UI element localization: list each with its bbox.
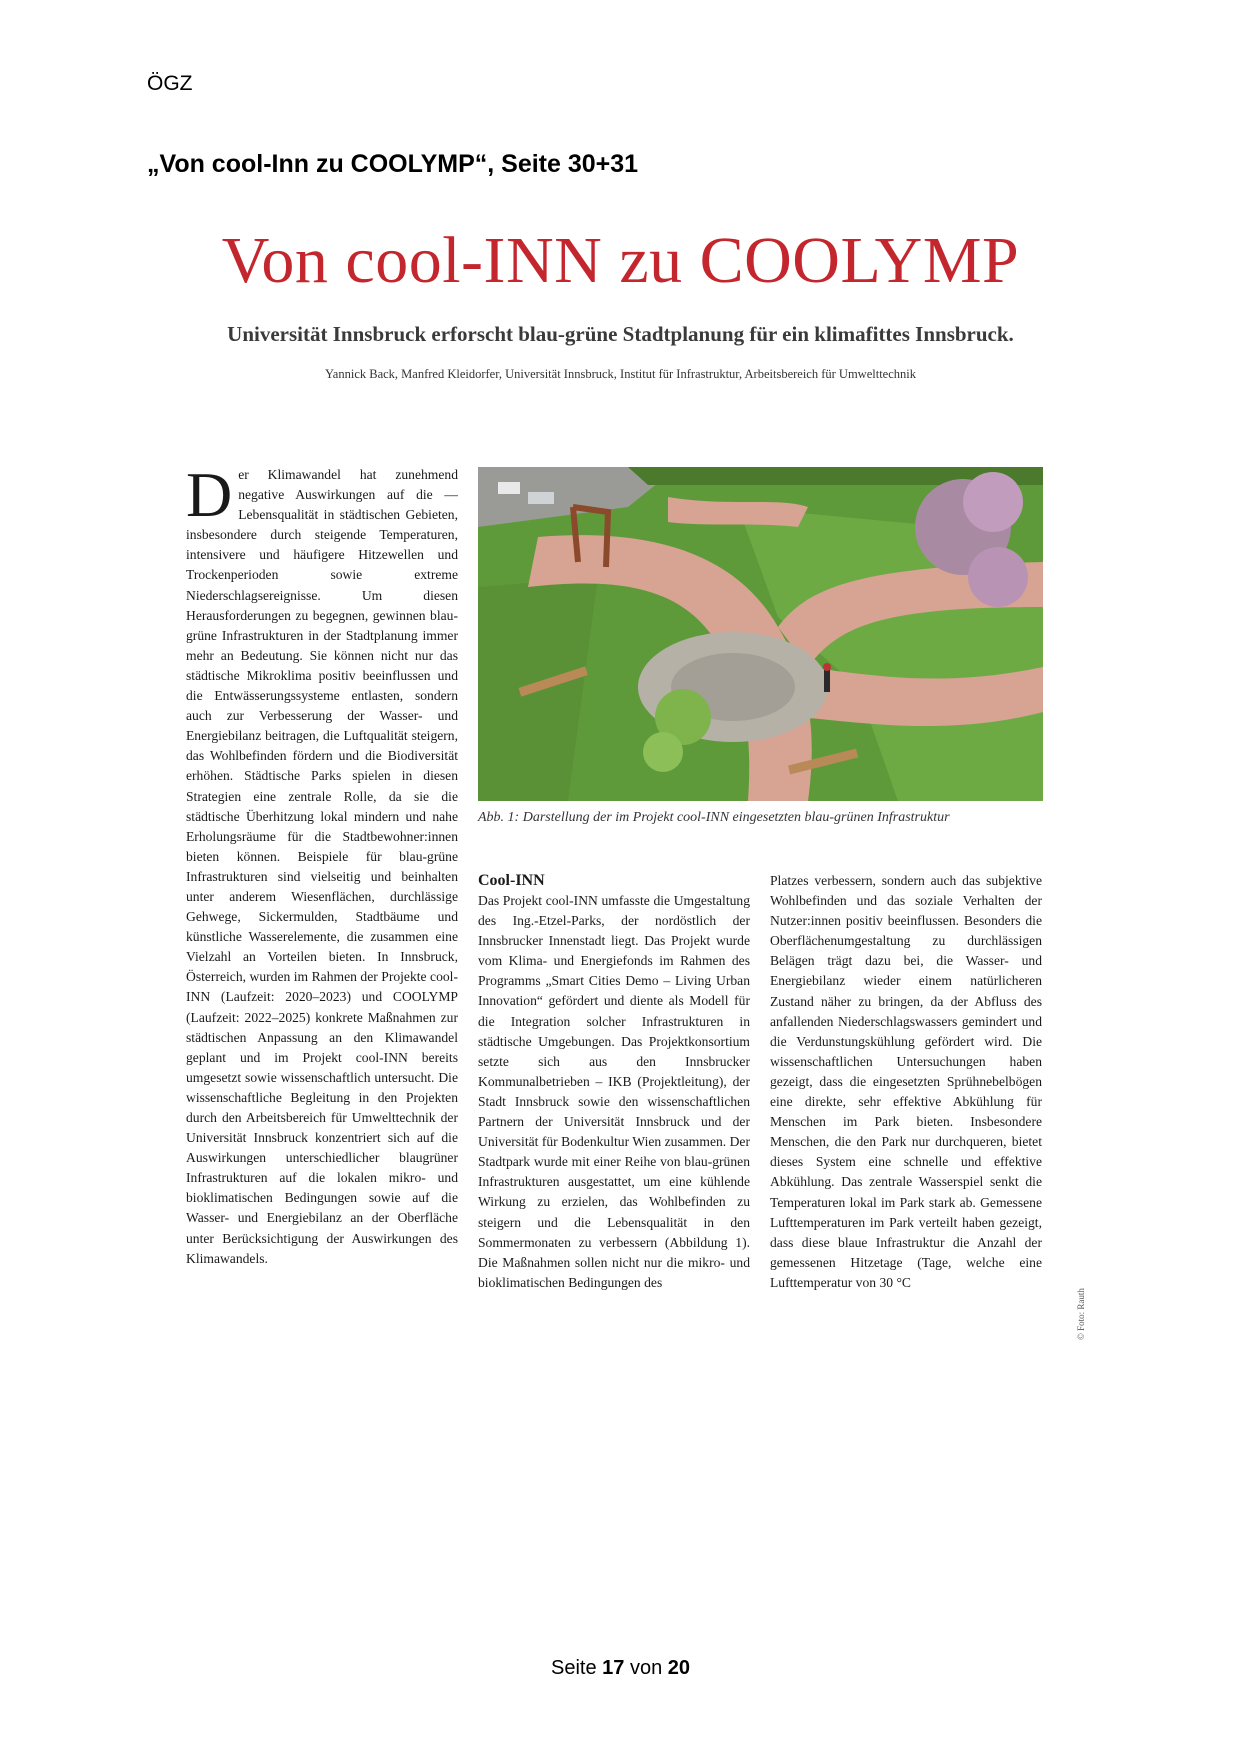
article-column-1 [186, 459, 458, 1269]
photo-credit: © Foto: Rauth [1076, 1288, 1086, 1340]
col2-paragraph: Das Projekt cool-INN umfasste die Umgestaltung des Ing.-Etzel-Parks, der nordöstlich der Innsbrucker Innenstadt liegt. Das Projekt wurde vom Klima- und Energiefonds im Rahmen des Programms „Smart Cities Demo – Living Urban Innovation“ gefördert und diente als Modell für die Integration solcher Infrastrukturen in städtische Umgebungen. Das Projektkonsortium setzte sich aus den Innsbrucker Kommunalbetrieben – IKB (Projektleitung), der Stadt Innsbruck sowie den wissenschaftlichen Partnern der Universität Innsbruck und der Universität für Bodenkultur Wien zusammen. Der Stadtpark wurde mit einer Reihe von blau-grünen Infrastrukturen ausgestattet, um eine kühlende Wirkung zu erzielen, das Wohlbefinden zu steigern und die Lebensqualität in den Sommermonaten zu verbessern (Abbildung 1). Die Maßnahmen sollen nicht nur die mikro- und bioklimatischen Bedingungen des [478, 893, 750, 1290]
current-page: 17 [602, 1657, 625, 1679]
article-title: Von cool-INN zu COOLYMP [221, 224, 1020, 297]
figure-caption: Abb. 1: Darstellung der im Projekt cool-INN eingesetzten blau-grünen Infrastruktur [478, 810, 950, 825]
article-lead: Universität Innsbruck erforscht blau-grüne Stadtplanung für ein klimafittes Innsbruck. [227, 322, 1014, 346]
document-subtitle: „Von cool-Inn zu COOLYMP“, Seite 30+31 [147, 150, 639, 178]
intro-paragraph: er Klimawandel hat zunehmend negative Auswirkungen auf die — Lebensqualität in städtischen Gebieten, insbesondere durch steigende Temperaturen, intensivere und häufigere Hitzewellen und Trockenperioden sowie extreme Niederschlagsereignisse. Um diesen Herausforderungen zu begegnen, gewinnen blau-grüne Infrastrukturen in der Stadtplanung immer mehr an Bedeutung. Sie können nicht nur das städtische Mikroklima positiv beeinflussen und die Entwässerungssysteme entlasten, sondern auch zur Verbesserung der Wasser- und Energiebilanz beitragen, die Luftqualität steigern, das Wohlbefinden fördern und die Biodiversität erhöhen. Städtische Parks spielen in diesen Strategien eine zentrale Rolle, da sie die städtische Überhitzung lokal mindern und nahe Erholungsräume für die Stadtbewohner:innen bieten können. Beispiele für blau-grüne Infrastrukturen sind vielseitig und beinhalten unter anderem Wiesenflächen, durchlässige Gehwege, Sickermulden, Stadtbäume und künstliche Wasserelemente, die zusammen eine Vielzahl an Vorteilen bieten. In Innsbruck, Österreich, wurden im Rahmen der Projekte cool-INN (Laufzeit: 2020–2023) und COOLYMP (Laufzeit: 2022–2025) konkrete Maßnahmen zur städtischen Anpassung an den Klimawandel geplant und im Projekt cool-INN bereits umgesetzt sowie wissenschaftlich untersucht. Die wissenschaftliche Begleitung in den Projekten durch den Arbeitsbereich für Umwelttechnik der Universität Innsbruck konzentriert sich auf die Auswirkungen unterschiedlicher blaugrüner Infrastrukturen auf die lokalen mikro- und bioklimatischen Bedingungen sowie auf die Wasser- und Energiebilanz an der Oberfläche unter Berücksichtigung der Auswirkungen des Klimawandels. [186, 467, 458, 1266]
page-prefix: Seite [550, 1657, 597, 1679]
article-column-2 [478, 871, 750, 1293]
document-header: ÖGZ [147, 72, 193, 95]
section-heading-cool-inn: Cool-INN [478, 872, 545, 889]
park-aerial-photo [478, 467, 1043, 801]
page-middle: von [629, 1657, 663, 1679]
article-authors: Yannick Back, Manfred Kleidorfer, Universität Innsbruck, Institut für Infrastruktur, Arbeitsbereich für Umwelttechnik [325, 367, 916, 381]
col3-paragraph: Platzes verbessern, sondern auch das subjektive Wohlbefinden und das soziale Verhalten der Nutzer:innen positiv beeinflussen. Besonders die Oberflächenumgestaltung zu durchlässigen Belägen trägt dazu bei, die Wasser- und Energiebilanz wieder einem natürlicheren Zustand näher zu bringen, da der Abfluss des anfallenden Niederschlagswassers gemindert und die Verdunstungskühlung gefördert wird. Die wissenschaftlichen Untersuchungen haben gezeigt, dass die eingesetzten Sprühnebelbögen eine direkte, sehr effektive Abkühlung für Menschen im Park bieten. Insbesondere Menschen, die den Park nur durchqueren, bietet dieses System eine schnelle und effektive Abkühlung. Das zentrale Wasserspiel senkt die Temperaturen lokal im Park stark ab. Gemessene Lufttemperaturen im Park verteilt haben gezeigt, dass diese blaue Infrastruktur die Anzahl der gemessenen Hitzetage (Tage, welche eine Lufttemperatur von 30 °C [770, 873, 1042, 1290]
page-number [0, 1657, 1241, 1680]
article-column-3 [770, 871, 1042, 1293]
total-pages: 20 [667, 1657, 691, 1679]
drop-cap: D [186, 459, 233, 530]
